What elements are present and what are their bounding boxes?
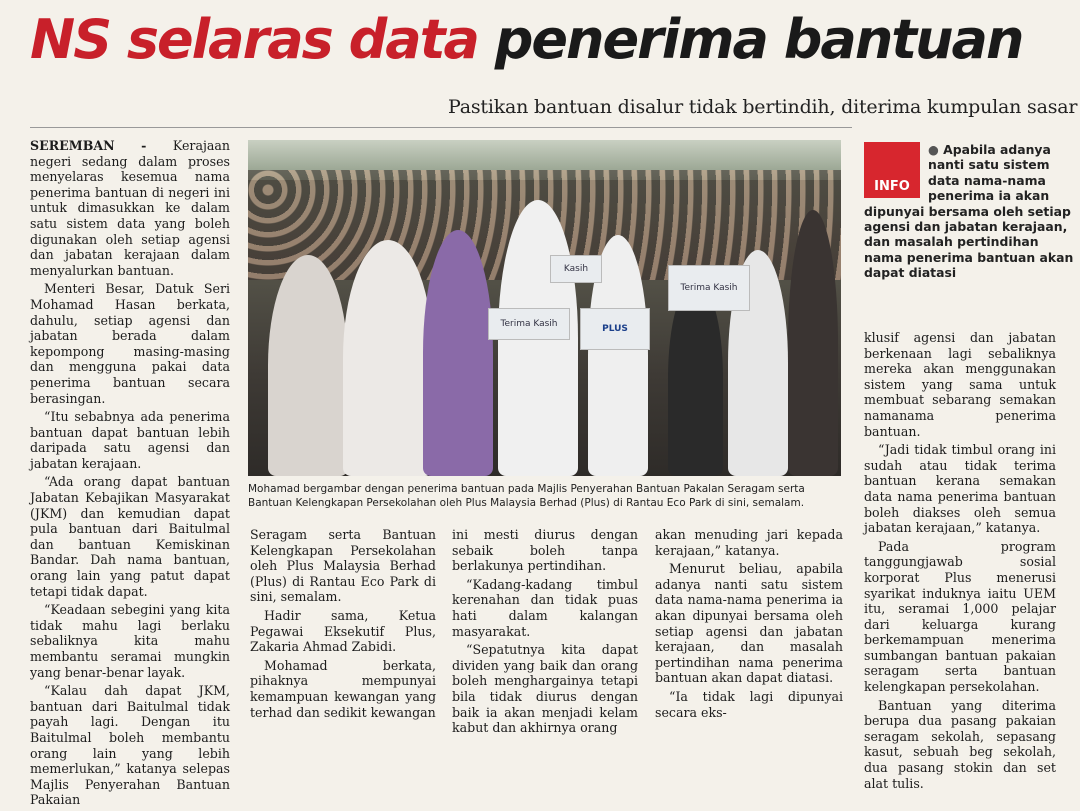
info-body: Apabila adanya nanti satu sistem data nama-nama penerima ia akan dipunyai bersama oleh setiap agensi dan jabatan kerajaan, dan masalah pertindihan nama penerima bantuan akan dapat diatasi: [864, 142, 1074, 281]
photo-banner: Terima Kasih: [668, 265, 750, 311]
photo-person: [268, 255, 348, 476]
photo-caption: Mohamad bergambar dengan penerima bantuan pada Majlis Penyerahan Bantuan Pakalan Seragam serta Bantuan Kelengkapan Persekolahan oleh Plus Malaysia Berhad (Plus) di Rantau Eco Park di sini, semalam.: [248, 483, 805, 509]
news-photo: [248, 140, 841, 476]
photo-person: [788, 210, 838, 476]
article-column-1: [30, 138, 230, 811]
headline: [30, 8, 1070, 100]
paragraph: Pada program tanggungjawab sosial korporat Plus menerusi syarikat induknya iaitu UEM itu, seramai 1,000 pelajar dari keluarga kurang berkemampuan menerima sumbangan bantuan pakaian seragam serta bantuan kelengkapan persekolahan.: [864, 538, 1056, 695]
paragraph: Seragam serta Bantuan Kelengkapan Persekolahan oleh Plus Malaysia Berhad (Plus) di Rantau Eco Park di sini, semalam.: [250, 527, 436, 605]
paragraph: “Kalau dah dapat JKM, bantuan dari Baitulmal tidak payah lagi. Dengan itu Baitulmal boleh membantu orang lain yang lebih memerlukan,” katanya selepas Majlis Penyerahan Bantuan Pakaian: [30, 683, 230, 808]
info-box: [864, 142, 1076, 312]
article-column-5: [864, 330, 1056, 794]
paragraph: Mohamad berkata, pihaknya mempunyai kemampuan kewangan yang terhad dan sedikit kewangan: [250, 657, 436, 720]
info-text: [864, 142, 1076, 281]
paragraph-text: Kerajaan negeri sedang dalam proses menyelaras kesemua nama penerima bantuan di negeri ini untuk dimasukkan ke dalam satu sistem data yang boleh digunakan oleh setiap agensi dan jabatan kerajaan dalam menyalurkan bantuan.: [30, 138, 230, 278]
paragraph: “Jadi tidak timbul orang ini sudah atau tidak terima bantuan kerana semakan data nama penerima bantuan boleh diakses oleh semua jabatan kerajaan,” katanya.: [864, 442, 1056, 536]
paragraph: Bantuan yang diterima berupa dua pasang pakaian seragam sekolah, sepasang kasut, sebuah beg sekolah, dua pasang stokin dan set alat tulis.: [864, 697, 1056, 791]
paragraph: “Keadaan sebegini yang kita tidak mahu lagi berlaku sebaliknya kita mahu membantu seramai mungkin yang benar-benar layak.: [30, 602, 230, 680]
photo-person: [423, 230, 493, 476]
info-tag: INFO: [864, 142, 920, 198]
bullet-icon: ●: [928, 142, 944, 157]
article-column-2: [250, 527, 436, 723]
paragraph: Hadir sama, Ketua Pegawai Eksekutif Plus, Zakaria Ahmad Zabidi.: [250, 607, 436, 655]
photo-banner: Terima Kasih: [488, 308, 570, 340]
paragraph: klusif agensi dan jabatan berkenaan lagi sebaliknya mereka akan menggunakan sistem yang sama untuk membuat sebarang semakan namanama penerima bantuan.: [864, 330, 1056, 439]
paragraph: ini mesti diurus dengan sebaik boleh tanpa berlakunya pertindihan.: [452, 527, 638, 574]
paragraph: Menurut beliau, apabila adanya nanti satu sistem data nama-nama penerima ia akan dipunyai bersama oleh setiap agensi dan jabatan kerajaan, dan masalah pertindihan nama penerima bantuan akan dapat diatasi.: [655, 561, 843, 686]
headline-part-1: NS selaras data: [30, 8, 495, 71]
paragraph: “Kadang-kadang timbul kerenahan dan tidak puas hati dalam kalangan masyarakat.: [452, 576, 638, 639]
article-column-4: [655, 527, 843, 723]
paragraph: “Itu sebabnya ada penerima bantuan dapat bantuan lebih daripada satu agensi dan jabatan kerajaan.: [30, 409, 230, 471]
photo-person: [343, 240, 433, 476]
headline-part-2: penerima bantuan: [494, 8, 1023, 71]
divider: [30, 127, 852, 128]
paragraph: “Ia tidak lagi dipunyai secara eks-: [655, 688, 843, 720]
paragraph: “Sepatutnya kita dapat dividen yang baik dan orang boleh menghargainya tetapi bila tidak diurus dengan baik ia akan menjadi kelam kabut dan akhirnya orang: [452, 642, 638, 736]
subheadline: Pastikan bantuan disalur tidak bertindih, diterima kumpulan sasar: [448, 96, 1078, 118]
paragraph: akan menuding jari kepada kerajaan,” katanya.: [655, 527, 843, 558]
photo-banner: PLUS: [580, 308, 650, 350]
photo-banner: Kasih: [550, 255, 602, 283]
dateline: SEREMBAN -: [30, 138, 173, 153]
article-column-3: [452, 527, 638, 739]
paragraph: “Ada orang dapat bantuan Jabatan Kebajikan Masyarakat (JKM) dan kemudian dapat pula bantuan dari Baitulmal dan bantuan Kemiskinan Bandar. Dah nama bantuan, orang lain yang patut dapat tetapi tidak dapat.: [30, 474, 230, 599]
paragraph: [30, 138, 230, 278]
paragraph: Menteri Besar, Datuk Seri Mohamad Hasan berkata, dahulu, setiap agensi dan jabatan berada dalam kepompong masing-masing dan mengguna pakai data penerima bantuan secara berasingan.: [30, 281, 230, 406]
